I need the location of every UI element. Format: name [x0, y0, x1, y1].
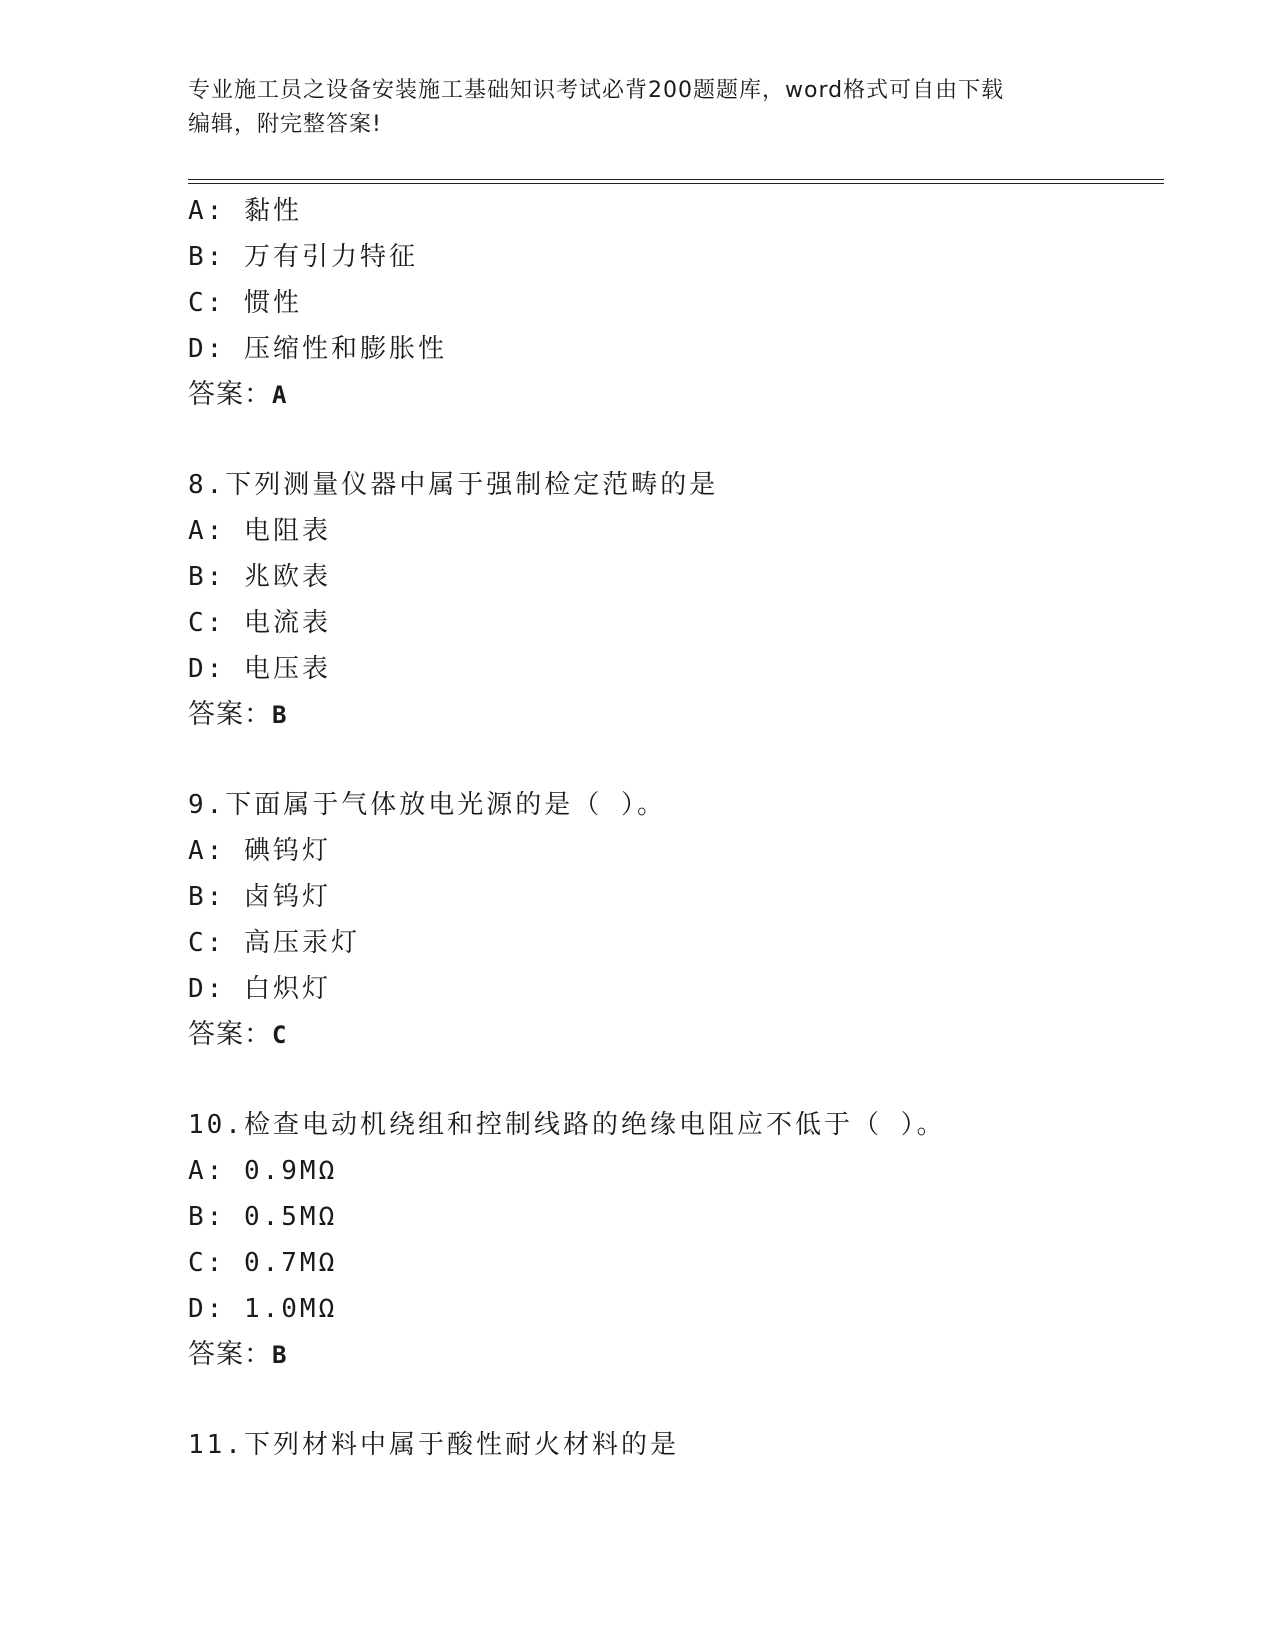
answer-value: B [272, 1341, 288, 1369]
option-b: B: 0.5MΩ [188, 1202, 338, 1232]
question-text: 9.下面属于气体放电光源的是（ ）。 [188, 790, 666, 820]
header-divider-bottom [188, 183, 1164, 184]
question-list [188, 188, 1168, 1468]
header-line-2: 编辑，附完整答案! [188, 112, 382, 137]
question-block-10 [188, 1102, 1168, 1378]
option-d: D: 电压表 [188, 654, 331, 684]
option-a: A: 电阻表 [188, 516, 331, 546]
option-a: A: 黏性 [188, 196, 302, 226]
answer-value: B [272, 701, 288, 729]
question-text: 10.检查电动机绕组和控制线路的绝缘电阻应不低于（ ）。 [188, 1110, 946, 1140]
option-b: B: 万有引力特征 [188, 242, 418, 272]
option-d: D: 1.0MΩ [188, 1294, 338, 1324]
header-line-1: 专业施工员之设备安装施工基础知识考试必背200题题库，word格式可自由下载 [188, 78, 1005, 103]
option-b: B: 卤钨灯 [188, 882, 331, 912]
option-b: B: 兆欧表 [188, 562, 331, 592]
question-block-8 [188, 462, 1168, 738]
document-header [188, 74, 1088, 142]
option-a: A: 0.9MΩ [188, 1156, 338, 1186]
option-a: A: 碘钨灯 [188, 836, 331, 866]
answer-line [188, 372, 1168, 418]
option-c: C: 惯性 [188, 288, 302, 318]
option-c: C: 0.7MΩ [188, 1248, 338, 1278]
option-c: C: 电流表 [188, 608, 331, 638]
answer-line [188, 1332, 1168, 1378]
answer-value: A [272, 381, 288, 409]
header-divider-top [188, 179, 1164, 180]
question-text: 11.下列材料中属于酸性耐火材料的是 [188, 1430, 679, 1460]
answer-label: 答案： [188, 379, 272, 410]
answer-label: 答案： [188, 1339, 272, 1370]
question-block-9 [188, 782, 1168, 1058]
question-text: 8.下列测量仪器中属于强制检定范畴的是 [188, 470, 719, 500]
question-block-11 [188, 1422, 1168, 1468]
answer-label: 答案： [188, 699, 272, 730]
answer-label: 答案： [188, 1019, 272, 1050]
answer-line [188, 692, 1168, 738]
answer-value: C [272, 1021, 288, 1049]
option-d: D: 白炽灯 [188, 974, 331, 1004]
option-d: D: 压缩性和膨胀性 [188, 334, 447, 364]
option-c: C: 高压汞灯 [188, 928, 360, 958]
question-block-7 [188, 188, 1168, 418]
answer-line [188, 1012, 1168, 1058]
